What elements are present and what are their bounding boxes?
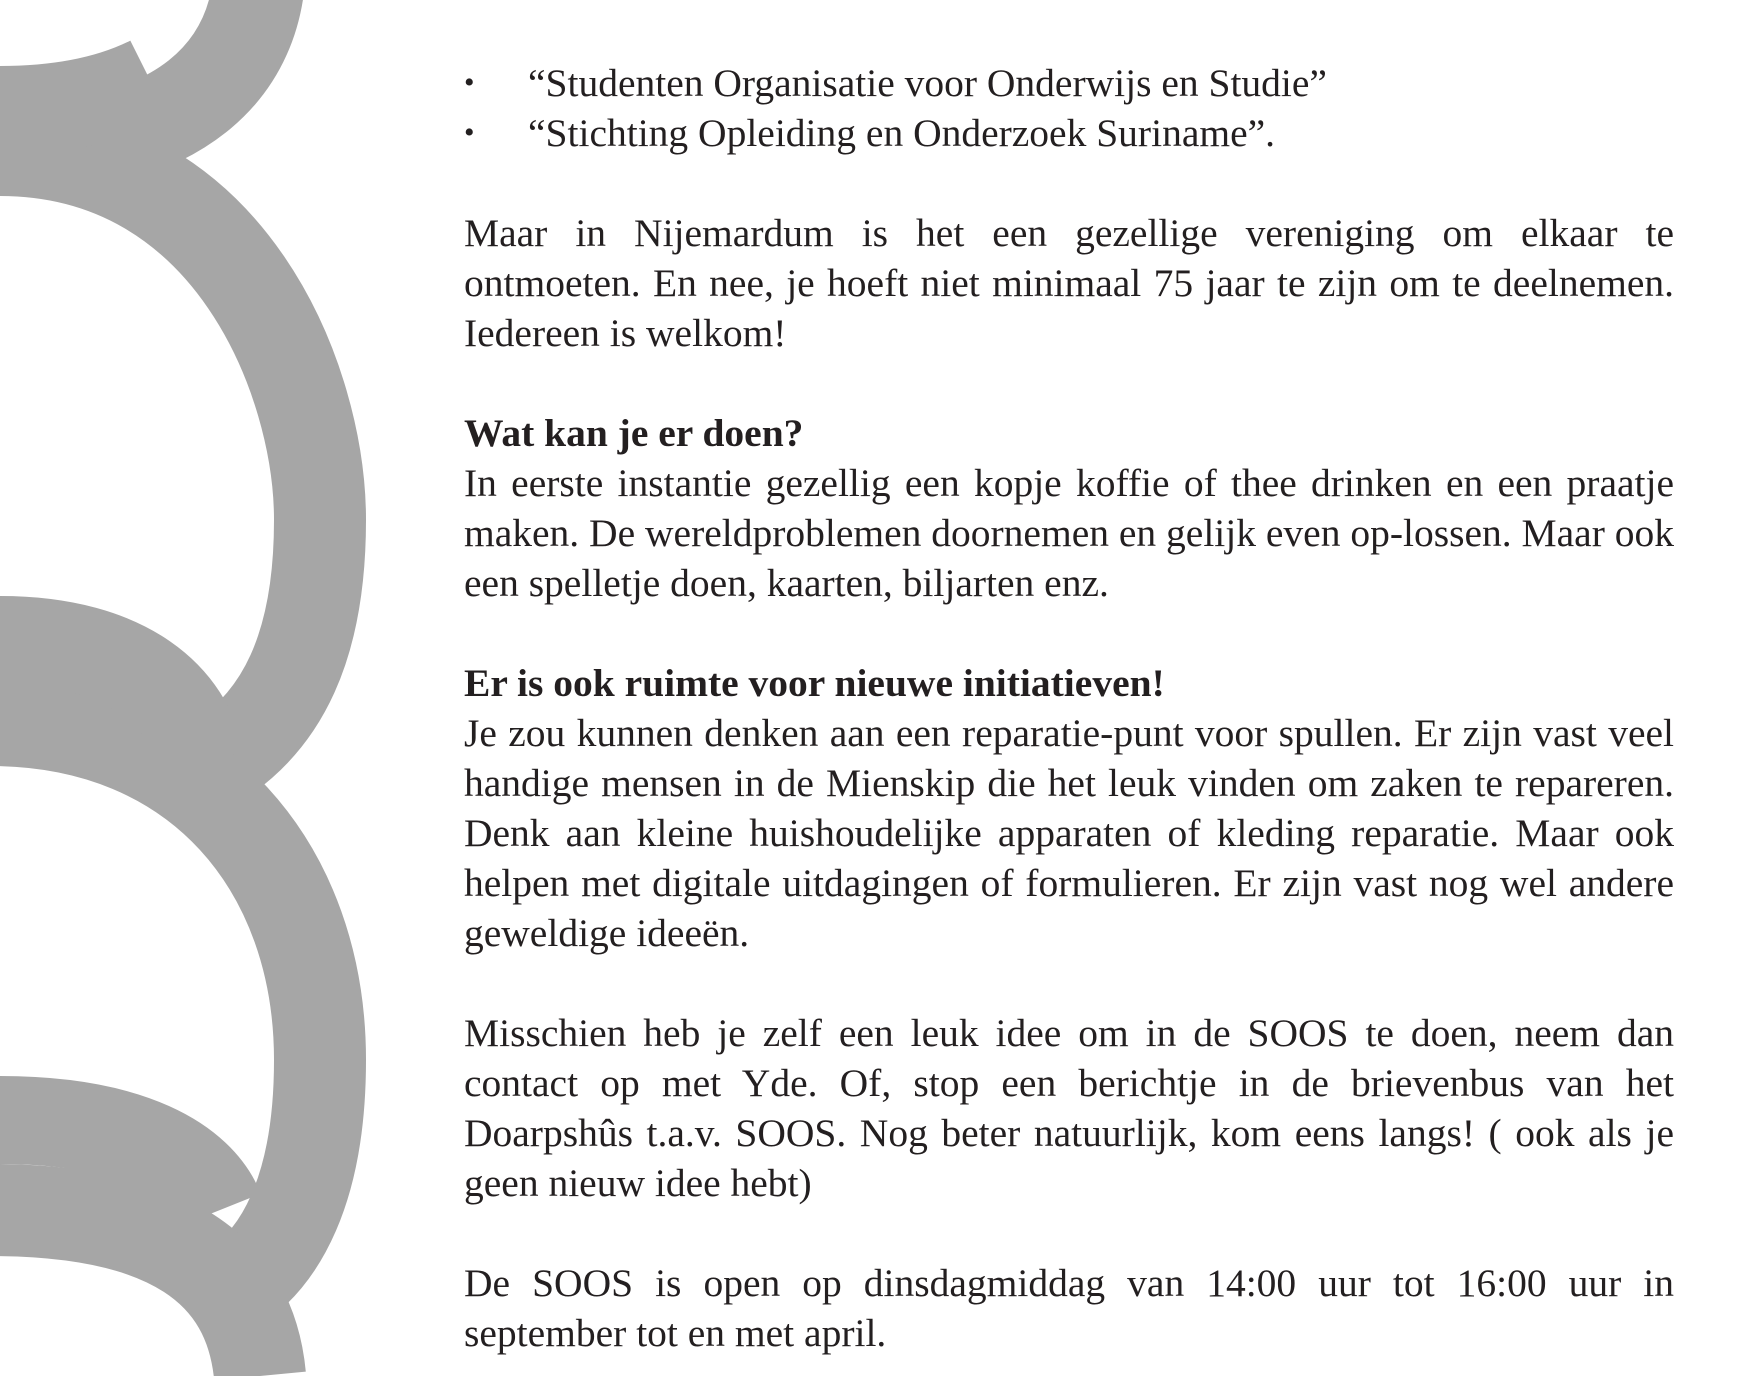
chain-link-lower (0, 1210, 260, 1376)
activities-paragraph: In eerste instantie gezellig een kopje koffie of thee drinken en een praatje maken. De wereldproblemen doornemen en gelijk even op-lossen. Maar ook een spelletje doen, kaarten, biljarten enz. (464, 461, 1674, 605)
bullet-glyph: • (464, 116, 475, 149)
initiatives-paragraph: Je zou kunnen denken aan een reparatie-punt voor spullen. Er zijn vast veel handige mensen in de Mienskip die het leuk vinden om zaken te repareren. Denk aan kleine huishoudelijke apparaten of kleding reparatie. Maar ook helpen met digitale uitdagingen of formulieren. Er zijn vast nog wel andere geweldige ideeën. (464, 711, 1674, 955)
opening-hours-paragraph: De SOOS is open op dinsdagmiddag van 14:00 uur tot 16:00 uur in september tot en met april. (464, 1261, 1674, 1355)
bullet-glyph: • (464, 66, 475, 99)
contact-paragraph: Misschien heb je zelf een leuk idee om in de SOOS te doen, neem dan contact op met Yde. Of, stop een berichtje in de brievenbus van het Doarpshûs t.a.v. SOOS. Nog beter natuurlijk, kom eens langs! ( ook als je geen nieuw idee hebt) (464, 1011, 1674, 1205)
list-item-text: “Studenten Organisatie voor Onderwijs en Studie” (528, 61, 1327, 105)
article-body (464, 58, 1674, 1358)
list-item (464, 108, 1674, 158)
organisation-list (464, 58, 1674, 158)
list-item-text: “Stichting Opleiding en Onderzoek Suriname”. (528, 111, 1276, 155)
section-heading-initiatives: Er is ook ruimte voor nieuwe initiatieven! (464, 661, 1165, 705)
list-item (464, 58, 1674, 108)
chain-decoration (0, 0, 380, 1376)
section-heading-activities: Wat kan je er doen? (464, 411, 804, 455)
intro-paragraph: Maar in Nijemardum is het een gezellige vereniging om elkaar te ontmoeten. En nee, je hoeft niet minimaal 75 jaar te zijn om te deelnemen. Iedereen is welkom! (464, 211, 1674, 355)
chain-link-back-0 (0, 80, 150, 110)
